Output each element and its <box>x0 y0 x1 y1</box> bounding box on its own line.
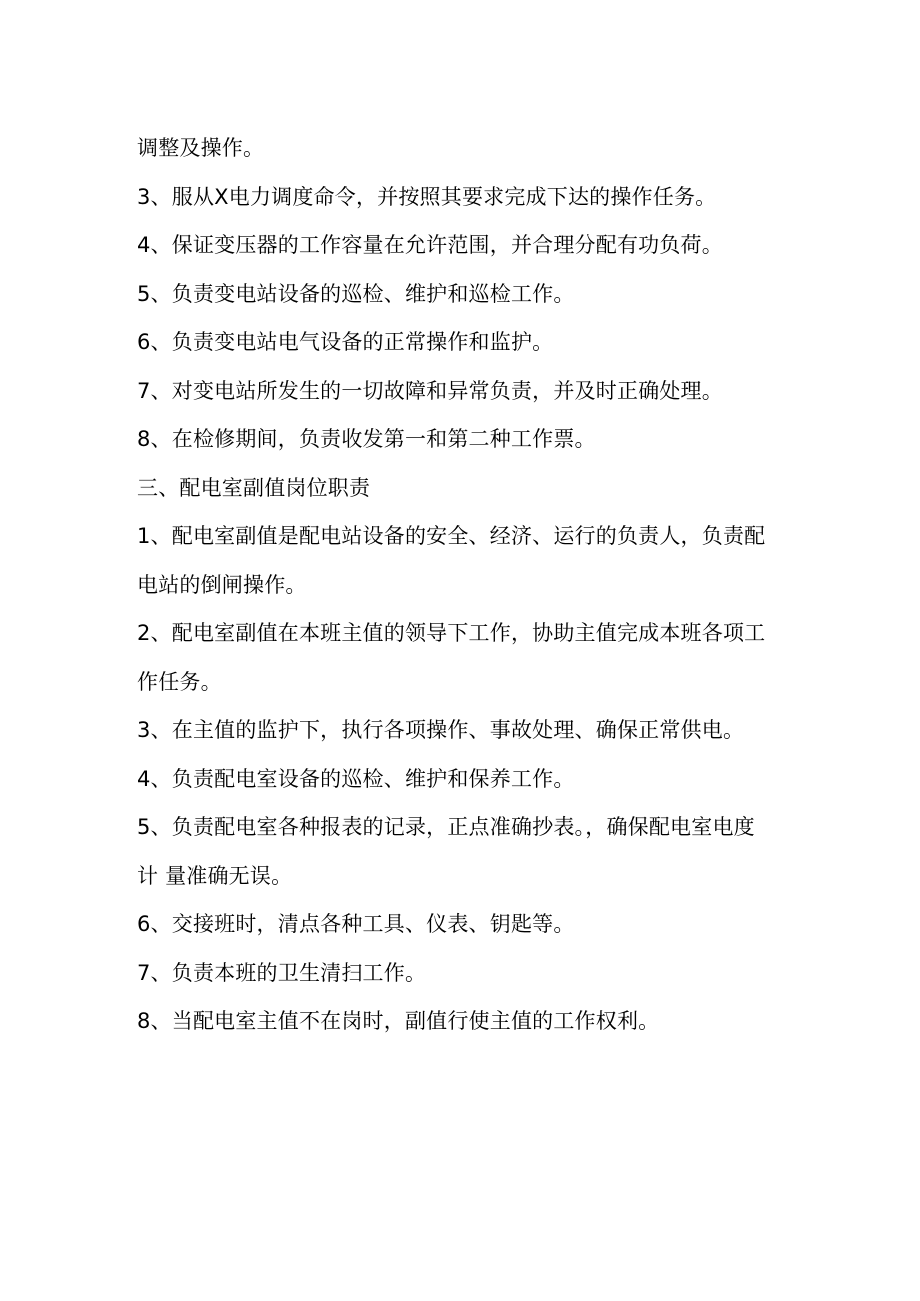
list-item: 7、对变电站所发生的一切故障和异常负责，并及时正确处理。 <box>137 378 723 403</box>
list-item: 4、保证变压器的工作容量在允许范围，并合理分配有功负荷。 <box>137 233 723 257</box>
text-line-continuation: 调整及操作。 <box>137 136 265 160</box>
list-item: 6、交接班时，清点各种工具、仪表、钥匙等。 <box>137 912 575 936</box>
list-item: 1、配电室副值是配电站设备的安全、经济、运行的负责人，负责配 <box>137 524 766 548</box>
list-item: 5、负责配电室各种报表的记录，正点准确抄表。，确保配电室电度 <box>137 815 755 839</box>
text-line-continuation: 作任务。 <box>137 669 222 694</box>
list-item: 7、负责本班的卫生清扫工作。 <box>137 960 427 985</box>
list-item: 6、负责变电站电气设备的正常操作和监护。 <box>137 330 554 354</box>
list-item: 5、负责变电站设备的巡检、维护和巡检工作。 <box>137 281 575 306</box>
list-item: 3、服从X电力调度命令，并按照其要求完成下达的操作任务。 <box>137 184 717 209</box>
list-item: 3、在主值的监护下，执行各项操作、事故处理、确保正常供电。 <box>137 718 745 742</box>
list-item: 2、配电室副值在本班主值的领导下工作，协助主值完成本班各项工 <box>137 621 766 645</box>
section-heading: 三、配电室副值岗位职责 <box>137 475 371 500</box>
list-item: 8、在检修期间，负责收发第一和第二种工作票。 <box>137 427 596 451</box>
text-line-continuation: 电站的倒闸操作。 <box>137 572 307 597</box>
text-line-continuation: 计 量准确无误。 <box>137 863 293 888</box>
list-item: 8、当配电室主值不在岗时，副值行使主值的工作权利。 <box>137 1009 660 1033</box>
document-body <box>137 124 787 1046</box>
list-item: 4、负责配电室设备的巡检、维护和保养工作。 <box>137 766 575 791</box>
